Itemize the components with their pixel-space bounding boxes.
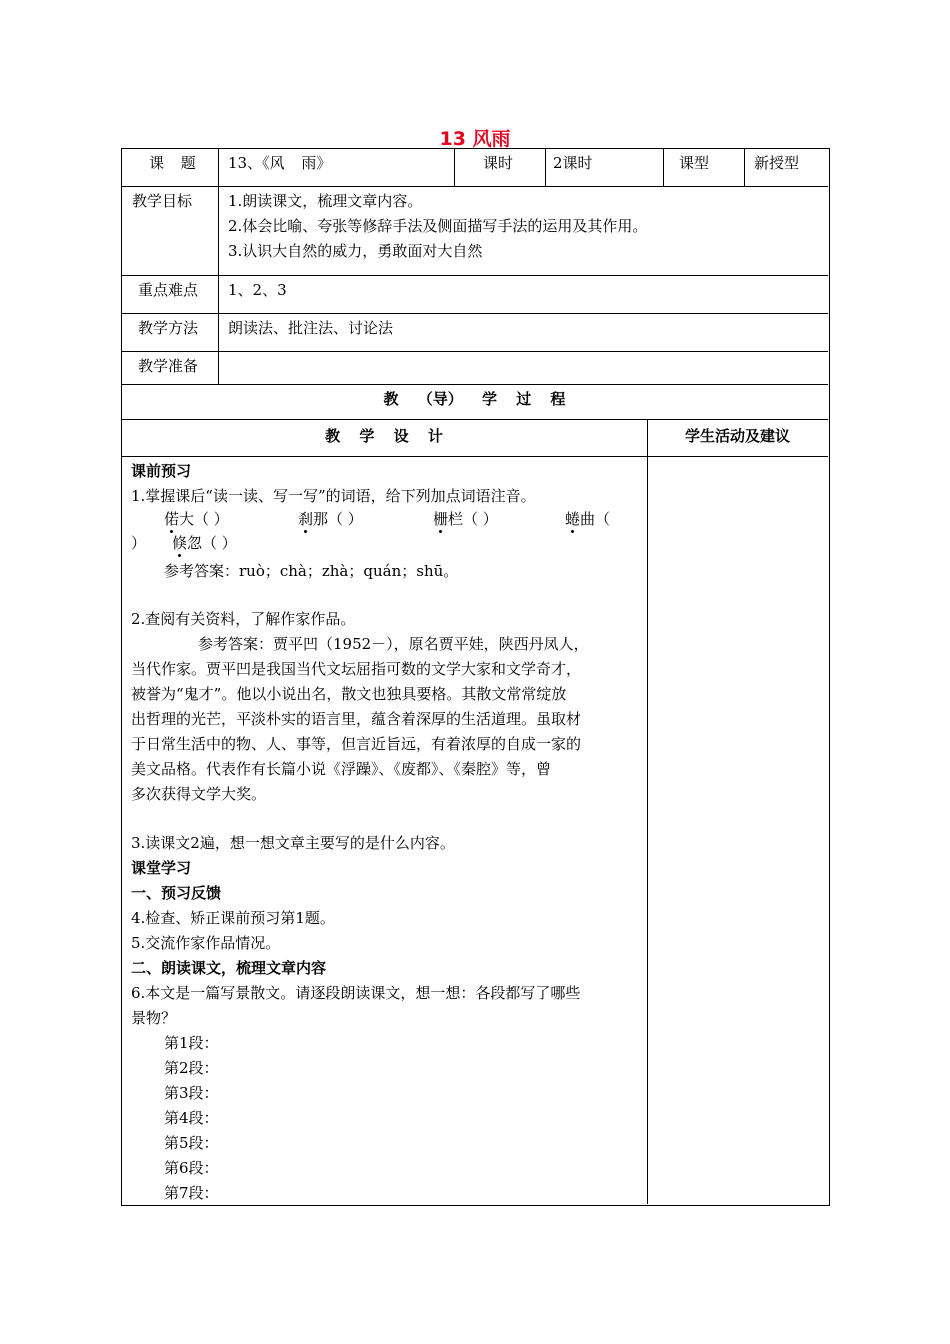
section-1-heading: 一、预习反馈 [131,884,222,902]
paragraph-line: 第3段： [164,1084,219,1102]
question-3: 3.读课文2遍，想一想文章主要写的是什么内容。 [131,834,455,852]
paragraph-line: 第5段： [164,1134,219,1152]
type-label: 课型 [679,154,710,172]
col-divider [744,148,745,186]
dotted-char: 栅 [433,510,449,528]
answer-2-line: 多次获得文学大奖。 [131,785,267,803]
pinyin-word-close: ） [131,534,147,552]
pinyin-word [433,510,498,528]
row-divider [121,384,828,385]
word-rest: 那（ ） [313,510,363,528]
row-divider [121,186,828,187]
goal-item: 2.体会比喻、夸张等修辞手法及侧面描写手法的运用及其作用。 [228,217,648,235]
preview-heading: 课前预习 [131,462,192,480]
answer-2-line: 被誉为“鬼才”。他以小说出名，散文也独具要格。其散文常常绽放 [131,685,567,703]
word-rest: 栏（ ） [448,510,498,528]
paragraph-line: 第1段： [164,1034,219,1052]
answer-2-line: 参考答案：贾平凹（1952－），原名贾平娃，陕西丹凤人， [198,635,589,653]
prep-label: 教学准备 [138,357,199,375]
key-points-value: 1、2、3 [228,281,287,299]
col-divider [647,419,648,1204]
dotted-char: 倏 [172,534,188,552]
question-4: 4.检查、矫正课前预习第1题。 [131,909,335,927]
dotted-char: 偌 [164,510,180,528]
hours-label: 课时 [483,154,514,172]
key-points-label: 重点难点 [138,281,199,299]
row-divider [121,313,828,314]
answer-1: 参考答案：ruò；chà；zhà；quán；shū。 [164,562,459,580]
pinyin-word [164,510,229,528]
pinyin-word [172,534,237,552]
topic-value: 13、《风 雨》 [228,154,332,172]
question-6-line: 景物？ [131,1009,177,1027]
answer-2-line: 于日常生活中的物、人、事等，但言近旨远，有着浓厚的自成一家的 [131,735,582,753]
col-divider [545,148,546,186]
hours-value: 2课时 [553,154,593,172]
type-value: 新授型 [754,154,800,172]
topic-label: 课 题 [149,154,196,172]
dotted-char: 刹 [298,510,314,528]
section-2-heading: 二、朗读课文，梳理文章内容 [131,959,327,977]
process-title: 教 （导） 学 过 程 [383,390,566,408]
pinyin-word [565,510,610,528]
goals-label: 教学目标 [132,192,193,210]
question-6-line: 6.本文是一篇写景散文。请逐段朗读课文，想一想：各段都写了哪些 [131,984,581,1002]
question-2: 2.查阅有关资料，了解作家作品。 [131,610,356,628]
paragraph-line: 第2段： [164,1059,219,1077]
goal-item: 1.朗读课文，梳理文章内容。 [228,192,423,210]
activity-header: 学生活动及建议 [684,427,790,445]
col-divider [454,148,455,186]
answer-2-line: 美文品格。代表作有长篇小说《浮躁》、《废都》、《秦腔》等，曾 [131,760,552,778]
class-heading: 课堂学习 [131,859,192,877]
paragraph-line: 第7段： [164,1184,219,1202]
row-divider [121,419,828,420]
word-rest: 大（ ） [179,510,229,528]
methods-value: 朗读法、批注法、讨论法 [228,319,394,337]
row-divider [121,275,828,276]
question-1: 1.掌握课后“读一读、写一写”的词语，给下列加点词语注音。 [131,487,536,505]
dotted-char: 蜷 [565,510,581,528]
goal-item: 3.认识大自然的威力，勇敢面对大自然 [228,242,483,260]
design-header: 教 学 设 计 [325,427,443,445]
col-divider [663,148,664,186]
question-5: 5.交流作家作品情况。 [131,934,281,952]
answer-2-line: 当代作家。贾平凹是我国当代文坛屈指可数的文学大家和文学奇才， [131,660,582,678]
answer-2-line: 出哲理的光芒，平淡朴实的语言里，蕴含着深厚的生活道理。虽取材 [131,710,582,728]
pinyin-word [298,510,363,528]
row-divider [121,456,828,457]
word-rest: 忽（ ） [187,534,237,552]
methods-label: 教学方法 [138,319,199,337]
col-divider [218,148,219,385]
row-divider [121,351,828,352]
paragraph-line: 第6段： [164,1159,219,1177]
paragraph-line: 第4段： [164,1109,219,1127]
page-title: 13 风雨 [439,128,511,150]
word-rest: 曲（ [580,510,611,528]
